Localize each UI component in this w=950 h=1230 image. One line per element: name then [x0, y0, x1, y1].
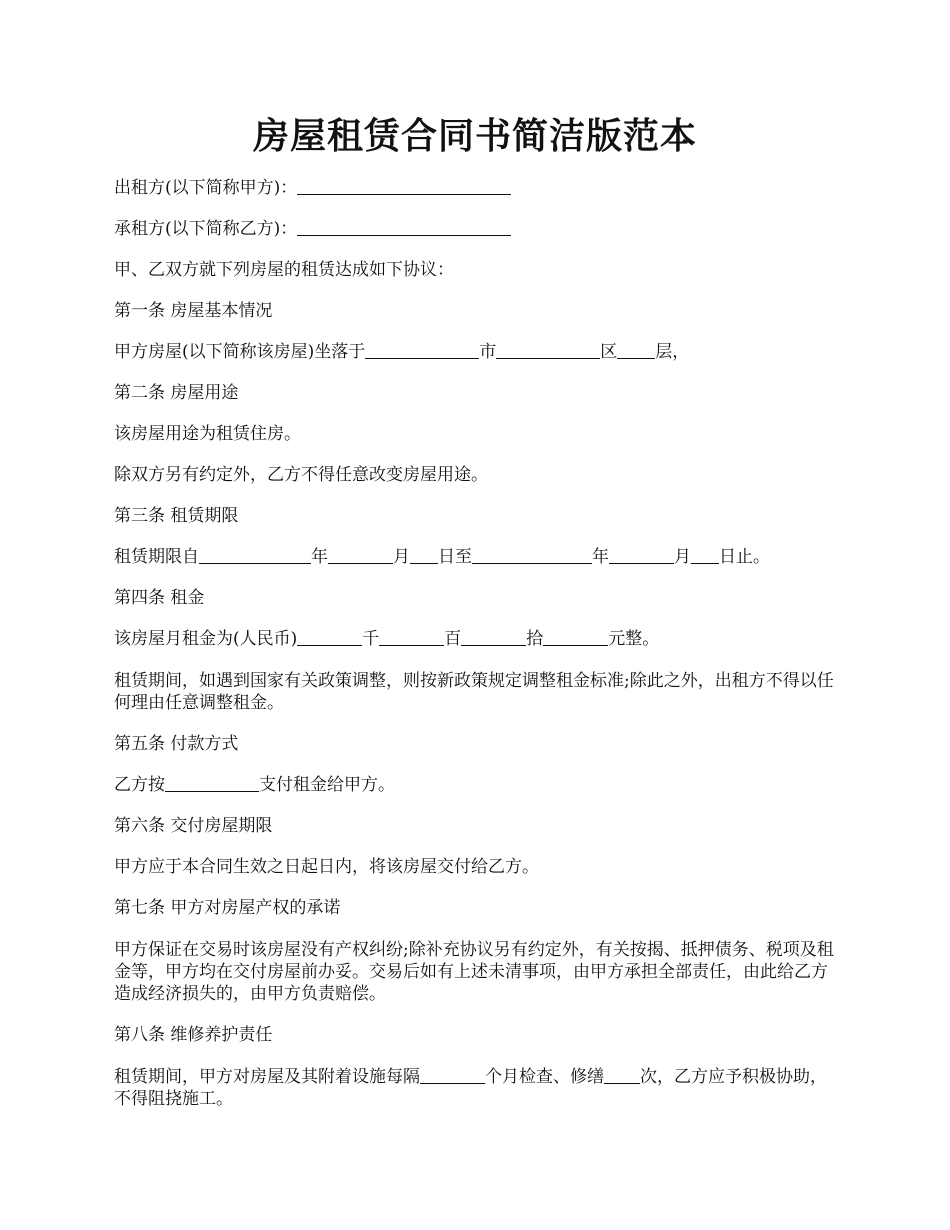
article-7-heading: 第七条 甲方对房屋产权的承诺 [114, 898, 341, 918]
lessee-name-blank [297, 219, 511, 236]
district-blank [617, 342, 655, 359]
text-segment: 次，乙方应予积极协助，不得阻挠施工。 [114, 1067, 827, 1109]
article-5-heading: 第五条 付款方式 [114, 734, 239, 754]
article-4-paragraph-2: 租赁期间，如遇到国家有关政策调整，则按新政策规定调整租金标准;除此之外，出租方不得以任何理由任意调整租金。 [114, 671, 834, 713]
text-segment: 租赁期间，甲方对房屋及其附着设施每隔 [114, 1067, 420, 1087]
tens-blank [461, 629, 526, 646]
text-segment: 年 [592, 547, 609, 567]
document-title: 房屋租赁合同书简洁版范本 [252, 115, 697, 157]
text-segment: 租赁期限自 [114, 547, 199, 567]
text-segment: 千 [362, 629, 380, 649]
text-segment: 拾 [526, 629, 544, 649]
text-segment: 年 [311, 547, 328, 567]
article-7-paragraph: 甲方保证在交易时该房屋没有产权纠纷;除补充协议另有约定外，有关按揭、抵押债务、税项及租金等，甲方均在交付房屋前办妥。交易后如有上述未清事项，由甲方承担全部责任，由此给乙方造成经济损失的，由甲方负责赔偿。 [114, 940, 834, 1004]
text-segment: 日止。 [719, 547, 770, 567]
text-segment: 个月检查、修缮 [485, 1067, 604, 1087]
intro-paragraph: 甲、乙双方就下列房屋的租赁达成如下协议： [114, 260, 454, 280]
lessee-label: 承租方(以下简称乙方)： [114, 219, 298, 239]
lessor-label: 出租方(以下简称甲方)： [114, 178, 298, 198]
inspection-interval-blank [420, 1067, 485, 1084]
text-segment: 区 [600, 342, 618, 362]
article-4-heading: 第四条 租金 [114, 588, 205, 608]
document-body [114, 178, 836, 1130]
article-3-paragraph [114, 547, 836, 568]
article-2-heading: 第二条 房屋用途 [114, 383, 239, 403]
text-segment: 月 [393, 547, 410, 567]
article-8-paragraph [114, 1066, 836, 1110]
city-blank [496, 342, 600, 359]
location-blank [365, 342, 479, 359]
text-segment: 市 [479, 342, 497, 362]
article-5-paragraph [114, 775, 836, 796]
text-segment: 元整。 [608, 629, 660, 649]
repair-count-blank [604, 1067, 640, 1084]
text-segment: 乙方按 [114, 775, 165, 795]
article-6-paragraph: 甲方应于本合同生效之日起日内，将该房屋交付给乙方。 [114, 857, 539, 877]
end-year-blank [472, 547, 592, 564]
text-segment: 该房屋月租金为(人民币) [114, 629, 298, 649]
lessor-name-blank [297, 178, 511, 195]
text-segment: 日至 [438, 547, 472, 567]
article-2-paragraph-1: 该房屋用途为租赁住房。 [114, 424, 301, 444]
start-day-blank [410, 547, 438, 564]
text-segment: 支付租金给甲方。 [259, 775, 395, 795]
start-month-blank [328, 547, 393, 564]
payment-method-blank [165, 775, 259, 792]
thousands-blank [297, 629, 362, 646]
text-segment: 甲方房屋(以下简称该房屋)坐落于 [114, 342, 366, 362]
article-6-heading: 第六条 交付房屋期限 [114, 816, 273, 836]
article-2-paragraph-2: 除双方另有约定外，乙方不得任意改变房屋用途。 [114, 465, 488, 485]
lessee-line [114, 219, 836, 240]
article-1-paragraph [114, 342, 836, 363]
article-3-heading: 第三条 租赁期限 [114, 506, 239, 526]
end-month-blank [609, 547, 674, 564]
lessor-line [114, 178, 836, 199]
units-blank [543, 629, 608, 646]
end-day-blank [691, 547, 719, 564]
text-segment: 层， [655, 342, 690, 362]
article-1-heading: 第一条 房屋基本情况 [114, 301, 273, 321]
article-8-heading: 第八条 维修养护责任 [114, 1025, 273, 1045]
hundreds-blank [379, 629, 444, 646]
start-year-blank [199, 547, 311, 564]
text-segment: 月 [674, 547, 691, 567]
article-4-paragraph-1 [114, 629, 836, 650]
text-segment: 百 [444, 629, 462, 649]
